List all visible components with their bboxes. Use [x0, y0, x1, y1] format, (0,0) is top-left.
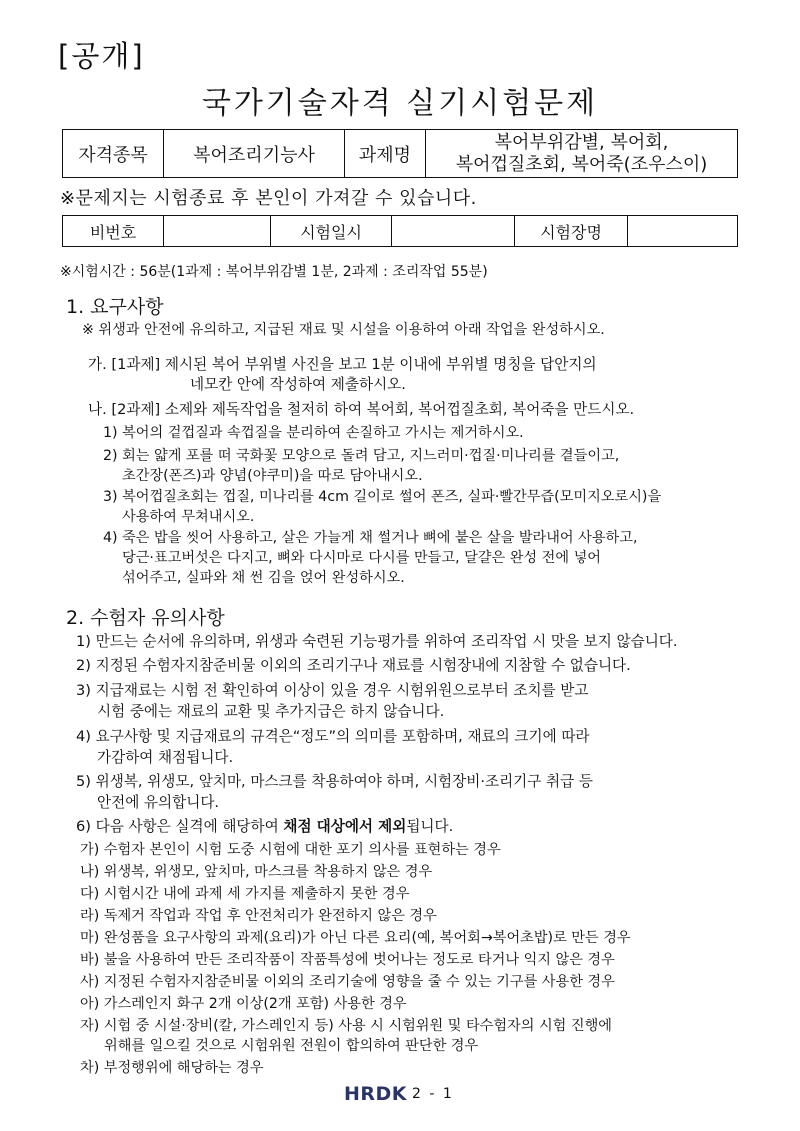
task1-line2: 네모칸 안에 작성하여 제출하시오.	[190, 376, 406, 393]
field-number[interactable]	[164, 216, 271, 247]
section1-heading: 1. 요구사항	[66, 296, 164, 318]
section1-intro: ※ 위생과 안전에 유의하고, 지급된 재료 및 시설을 이용하여 아래 작업을 완성하시오.	[82, 322, 605, 338]
field-exam-place[interactable]	[628, 216, 738, 247]
label-task-name: 과제명	[345, 130, 426, 178]
field-exam-date[interactable]	[392, 216, 515, 247]
value-exam-type: 복어조리기능사	[164, 130, 345, 178]
note-3-line2: 시험 중에는 재료의 교환 및 추가지급은 하지 않습니다.	[97, 703, 445, 720]
document-badge: [공개]	[58, 39, 145, 73]
exam-time-note: ※시험시간 : 56분(1과제 : 복어부위감별 1분, 2과제 : 조리작업 55분)	[60, 264, 488, 280]
candidate-id-table	[62, 215, 738, 247]
section2-heading: 2. 수험자 유의사항	[66, 607, 225, 629]
task-name-line2: 복어껍질초회, 복어죽(조우스이)	[455, 153, 708, 175]
disq-na: 나) 위생복, 위생모, 앞치마, 마스크를 착용하지 않은 경우	[80, 864, 433, 880]
req-item-3-line2: 사용하여 무쳐내시오.	[122, 509, 255, 525]
note-4-line2: 가감하여 채점됩니다.	[97, 749, 234, 766]
disq-cha: 차) 부정행위에 해당하는 경우	[80, 1060, 264, 1076]
page-number: 2 - 1	[412, 1086, 454, 1102]
note-5-line2: 안전에 유의합니다.	[97, 794, 220, 811]
label-exam-type: 자격종목	[63, 130, 164, 178]
note-6-prefix: 6) 다음 사항은 실격에 해당하여	[76, 818, 284, 835]
label-exam-date: 시험일시	[271, 216, 392, 247]
exam-info-table	[62, 129, 738, 178]
value-task-name	[426, 130, 738, 178]
req-item-4-line3: 섞어주고, 실파와 채 썬 김을 얹어 완성하시오.	[122, 570, 405, 586]
task1-line1: 가. [1과제] 제시된 복어 부위별 사진을 보고 1분 이내에 부위별 명칭을 답안지의	[88, 356, 597, 373]
note-6-emphasis: 채점 대상에서 제외	[283, 818, 407, 835]
disq-da: 다) 시험시간 내에 과제 세 가지를 제출하지 못한 경우	[80, 886, 410, 902]
note-6-suffix: 됩니다.	[406, 818, 454, 835]
document-title: 국가기술자격 실기시험문제	[201, 86, 599, 121]
disq-ja-line1: 자) 시험 중 시설·장비(칼, 가스레인지 등) 사용 시 시험위원 및 타수험자의 시험 진행에	[80, 1018, 613, 1034]
note-2: 2) 지정된 수험자지참준비물 이외의 조리기구나 재료를 시험장내에 지참할 수 없습니다.	[76, 657, 631, 674]
task2-line: 나. [2과제] 소제와 제독작업을 철저히 하여 복어회, 복어껍질초회, 복어죽을 만드시오.	[88, 401, 635, 418]
note-4-line1: 4) 요구사항 및 지급재료의 규격은“정도”의 의미를 포함하며, 재료의 크기에 따라	[76, 728, 590, 745]
note-1: 1) 만드는 순서에 유의하며, 위생과 숙련된 기능평가를 위하여 조리작업 시 맛을 보지 않습니다.	[76, 633, 678, 650]
req-item-2-line1: 2) 회는 얇게 포를 떠 국화꽃 모양으로 돌려 담고, 지느러미·껍질·미나리를 곁들이고,	[103, 448, 620, 464]
req-item-4-line2: 당근·표고버섯은 다지고, 뼈와 다시마로 다시를 만들고, 달걀은 완성 전에 넣어	[122, 550, 601, 566]
note-6	[76, 817, 453, 837]
disq-ja-line2: 위해를 일으킬 것으로 시험위원 전원이 합의하여 판단한 경우	[104, 1038, 479, 1054]
notice-text: ※문제지는 시험종료 후 본인이 가져갈 수 있습니다.	[60, 188, 477, 209]
req-item-4-line1: 4) 죽은 밥을 씻어 사용하고, 살은 가늘게 채 썰거나 뼈에 붙은 살을 발라내어 사용하고,	[103, 530, 638, 546]
disq-ga: 가) 수험자 본인이 시험 도중 시험에 대한 포기 의사를 표현하는 경우	[80, 842, 501, 858]
hrdk-logo: HRDK	[344, 1083, 408, 1105]
disq-ba: 바) 불을 사용하여 만든 조리작품이 작품특성에 벗어나는 정도로 타거나 익지 않은 경우	[80, 952, 615, 968]
req-item-3-line1: 3) 복어껍질초회는 껍질, 미나리를 4cm 길이로 썰어 폰즈, 실파·빨간무즙(모미지오로시)을	[103, 489, 662, 505]
task-name-line1: 복어부위감별, 복어회,	[494, 131, 669, 153]
note-3-line1: 3) 지급재료는 시험 전 확인하여 이상이 있을 경우 시험위원으로부터 조치를 받고	[76, 682, 589, 699]
disq-ra: 라) 독제거 작업과 작업 후 안전처리가 완전하지 않은 경우	[80, 908, 437, 924]
label-number: 비번호	[63, 216, 164, 247]
note-5-line1: 5) 위생복, 위생모, 앞치마, 마스크를 착용하여야 하며, 시험장비·조리기구 취급 등	[76, 773, 593, 790]
req-item-2-line2: 초간장(폰즈)과 양념(야쿠미)을 따로 담아내시오.	[122, 468, 423, 484]
disq-a: 아) 가스레인지 화구 2개 이상(2개 포함) 사용한 경우	[80, 996, 407, 1012]
label-exam-place: 시험장명	[515, 216, 628, 247]
req-item-1: 1) 복어의 겉껍질과 속껍질을 분리하여 손질하고 가시는 제거하시오.	[103, 425, 524, 441]
disq-sa: 사) 지정된 수험자지참준비물 이외의 조리기술에 영향을 줄 수 있는 기구를 사용한 경우	[80, 974, 615, 990]
disq-ma: 마) 완성품을 요구사항의 과제(요리)가 아닌 다른 요리(예, 복어회→복어초밥)로 만든 경우	[80, 930, 631, 946]
